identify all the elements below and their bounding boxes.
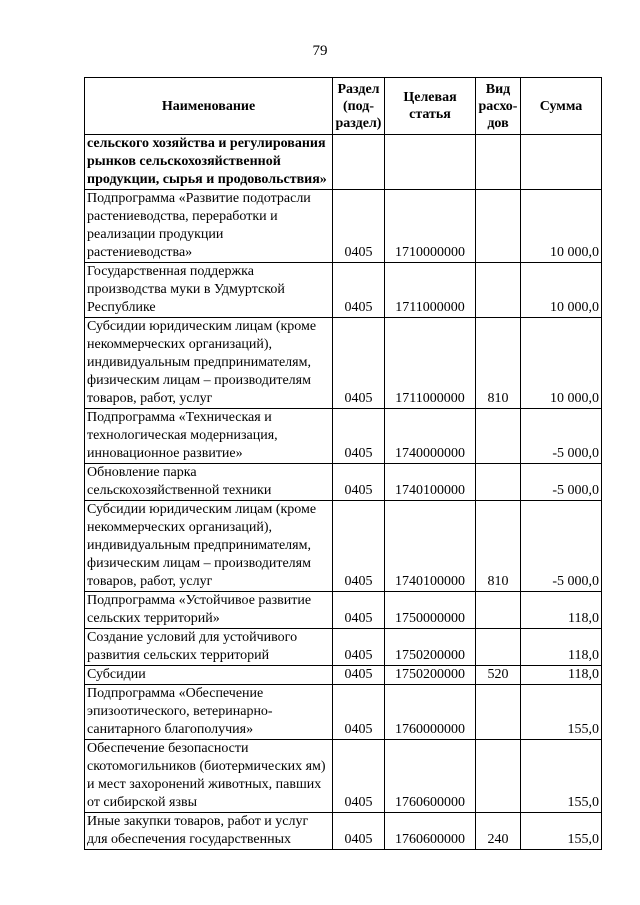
row-sum: 155,0 (521, 685, 602, 740)
row-sum: -5 000,0 (521, 409, 602, 464)
row-name: Государственная поддержка производства муки в Удмуртской Республике (85, 263, 333, 318)
table-row (85, 464, 602, 501)
table-row (85, 685, 602, 740)
row-expense (476, 685, 521, 740)
table-row (85, 629, 602, 666)
row-article: 1760600000 (385, 813, 476, 850)
header-name: Наименование (85, 78, 333, 135)
row-section: 0405 (333, 592, 385, 629)
row-sum: 10 000,0 (521, 190, 602, 263)
table-row (85, 318, 602, 409)
row-article (385, 135, 476, 190)
row-expense: 240 (476, 813, 521, 850)
row-name: Субсидии (85, 666, 333, 685)
row-article: 1750200000 (385, 666, 476, 685)
row-name: Обновление парка сельскохозяйственной техники (85, 464, 333, 501)
table-body (85, 135, 602, 850)
table-row (85, 135, 602, 190)
row-sum: -5 000,0 (521, 501, 602, 592)
row-sum: 10 000,0 (521, 263, 602, 318)
row-name: Подпрограмма «Развитие подотрасли растениеводства, переработки и реализации продукции растениеводства» (85, 190, 333, 263)
row-article: 1711000000 (385, 318, 476, 409)
table-row (85, 501, 602, 592)
row-section: 0405 (333, 740, 385, 813)
row-name: Иные закупки товаров, работ и услуг для обеспечения государственных (85, 813, 333, 850)
row-sum: 118,0 (521, 592, 602, 629)
row-expense (476, 592, 521, 629)
row-name: Субсидии юридическим лицам (кроме некоммерческих организаций), индивидуальным предпринимателям, физическим лицам – производителям товаров, работ, услуг (85, 501, 333, 592)
row-sum: 155,0 (521, 813, 602, 850)
row-section: 0405 (333, 318, 385, 409)
table-row (85, 813, 602, 850)
table-header-row (85, 78, 602, 135)
budget-table (84, 77, 602, 850)
table-row (85, 409, 602, 464)
row-expense (476, 464, 521, 501)
row-section: 0405 (333, 629, 385, 666)
row-expense (476, 263, 521, 318)
row-name: Субсидии юридическим лицам (кроме некоммерческих организаций), индивидуальным предпринимателям, физическим лицам – производителям товаров, работ, услуг (85, 318, 333, 409)
table-row (85, 592, 602, 629)
row-expense: 810 (476, 501, 521, 592)
row-expense: 810 (476, 318, 521, 409)
row-section: 0405 (333, 501, 385, 592)
row-section: 0405 (333, 813, 385, 850)
row-section: 0405 (333, 685, 385, 740)
row-section: 0405 (333, 409, 385, 464)
row-section: 0405 (333, 464, 385, 501)
table-row (85, 263, 602, 318)
row-section: 0405 (333, 190, 385, 263)
row-sum: 155,0 (521, 740, 602, 813)
table-row (85, 666, 602, 685)
row-expense (476, 135, 521, 190)
table-row (85, 190, 602, 263)
header-sum: Сумма (521, 78, 602, 135)
row-name: Создание условий для устойчивого развития сельских территорий (85, 629, 333, 666)
row-article: 1760000000 (385, 685, 476, 740)
header-expense: Вид расхо-дов (476, 78, 521, 135)
row-name: Подпрограмма «Устойчивое развитие сельских территорий» (85, 592, 333, 629)
row-article: 1740100000 (385, 464, 476, 501)
row-expense (476, 409, 521, 464)
row-expense (476, 629, 521, 666)
row-name: Обеспечение безопасности скотомогильников (биотермических ям) и мест захоронений животных, павших от сибирской язвы (85, 740, 333, 813)
row-expense (476, 740, 521, 813)
row-article: 1740100000 (385, 501, 476, 592)
row-article: 1710000000 (385, 190, 476, 263)
row-name: Подпрограмма «Обеспечение эпизоотического, ветеринарно-санитарного благополучия» (85, 685, 333, 740)
table-row (85, 740, 602, 813)
row-sum: 118,0 (521, 666, 602, 685)
page-number: 79 (312, 43, 328, 59)
row-article: 1750000000 (385, 592, 476, 629)
row-expense (476, 190, 521, 263)
header-article: Целевая статья (385, 78, 476, 135)
row-expense: 520 (476, 666, 521, 685)
row-sum (521, 135, 602, 190)
row-article: 1760600000 (385, 740, 476, 813)
row-article: 1711000000 (385, 263, 476, 318)
row-section: 0405 (333, 666, 385, 685)
row-section: 0405 (333, 263, 385, 318)
row-article: 1740000000 (385, 409, 476, 464)
row-article: 1750200000 (385, 629, 476, 666)
row-sum: -5 000,0 (521, 464, 602, 501)
row-name: Подпрограмма «Техническая и технологическая модернизация, инновационное развитие» (85, 409, 333, 464)
header-section: Раздел (под-раздел) (333, 78, 385, 135)
row-name: сельского хозяйства и регулирования рынков сельскохозяйственной продукции, сырья и продовольствия» (85, 135, 333, 190)
row-sum: 118,0 (521, 629, 602, 666)
row-sum: 10 000,0 (521, 318, 602, 409)
row-section (333, 135, 385, 190)
